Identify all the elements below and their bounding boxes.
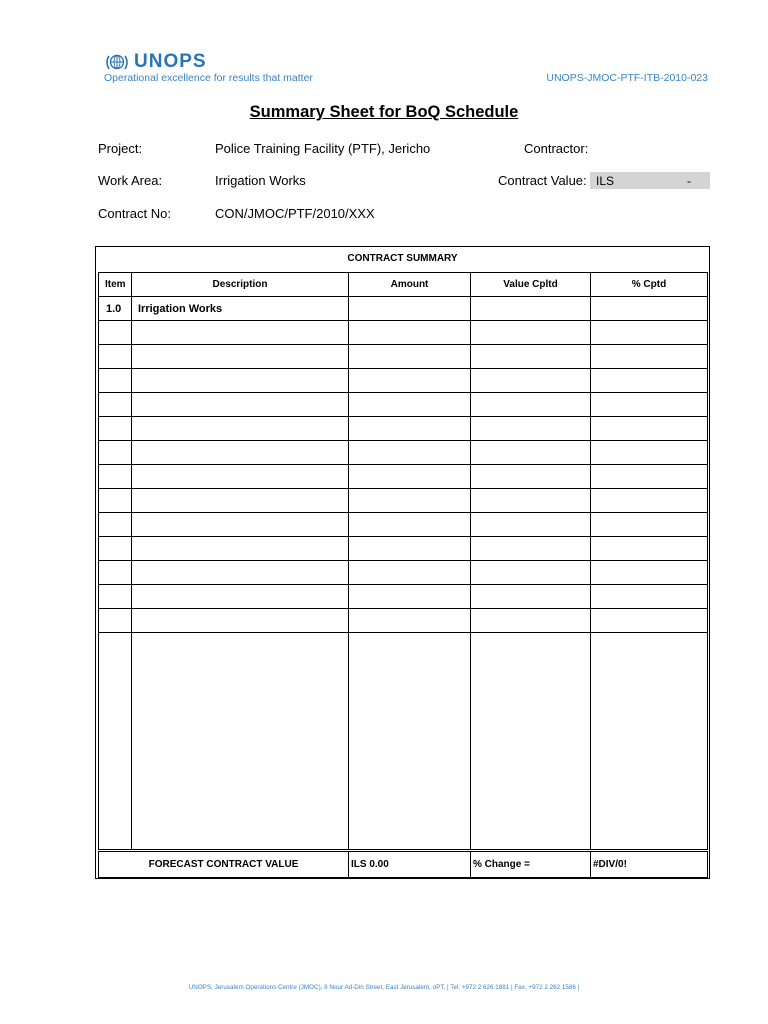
- description-cell: [132, 345, 349, 369]
- filler-cell: [349, 633, 471, 850]
- description-cell: [132, 441, 349, 465]
- table-row: [99, 369, 708, 393]
- item-cell: [99, 537, 132, 561]
- description-cell: [132, 369, 349, 393]
- amount-cell: [349, 585, 471, 609]
- value-cpltd-cell: [471, 513, 591, 537]
- pct-cptd-cell: [591, 321, 708, 345]
- item-cell: 1.0: [99, 297, 132, 321]
- table-row: [99, 609, 708, 633]
- value-cpltd-cell: [471, 441, 591, 465]
- description-cell: [132, 609, 349, 633]
- value-cpltd-cell: [471, 345, 591, 369]
- table-row: [99, 465, 708, 489]
- description-cell: [132, 513, 349, 537]
- forecast-row: [99, 852, 708, 878]
- value-cpltd-cell: [471, 393, 591, 417]
- contract-value-field: [590, 172, 710, 189]
- value-cpltd-cell: [471, 561, 591, 585]
- contract-no-value: CON/JMOC/PTF/2010/XXX: [215, 206, 375, 221]
- project-value: Police Training Facility (PTF), Jericho: [215, 141, 431, 156]
- document-reference: UNOPS-JMOC-PTF-ITB-2010-023: [546, 72, 708, 84]
- contract-value-amount: -: [687, 174, 691, 188]
- filler-cell: [99, 633, 132, 850]
- column-header-value-cpltd: Value Cpltd: [471, 273, 591, 297]
- header-row: [99, 273, 708, 297]
- pct-cptd-cell: [591, 297, 708, 321]
- item-cell: [99, 441, 132, 465]
- item-cell: [99, 417, 132, 441]
- pct-cptd-cell: [591, 489, 708, 513]
- pct-cptd-cell: [591, 537, 708, 561]
- contract-no-label: Contract No:: [98, 206, 171, 221]
- description-cell: Irrigation Works: [132, 297, 349, 321]
- forecast-contract-value-label: FORECAST CONTRACT VALUE: [99, 852, 349, 878]
- pct-cptd-cell: [591, 369, 708, 393]
- amount-cell: [349, 417, 471, 441]
- logo-text: UNOPS: [134, 51, 207, 72]
- unops-logo: [104, 51, 207, 73]
- item-cell: [99, 585, 132, 609]
- pct-cptd-cell: [591, 513, 708, 537]
- amount-cell: [349, 345, 471, 369]
- table-row: [99, 489, 708, 513]
- item-cell: [99, 489, 132, 513]
- page-title: Summary Sheet for BoQ Schedule: [249, 103, 519, 121]
- amount-cell: [349, 297, 471, 321]
- work-area-value: Irrigation Works: [215, 173, 306, 188]
- pct-cptd-cell: [591, 393, 708, 417]
- contract-value-label: Contract Value:: [498, 173, 587, 188]
- column-header-description: Description: [132, 273, 349, 297]
- table-row: [99, 417, 708, 441]
- value-cpltd-cell: [471, 585, 591, 609]
- item-cell: [99, 369, 132, 393]
- value-cpltd-cell: [471, 297, 591, 321]
- table-row: [99, 345, 708, 369]
- work-area-label: Work Area:: [98, 173, 163, 188]
- value-cpltd-cell: [471, 489, 591, 513]
- description-cell: [132, 417, 349, 441]
- table-row: [99, 393, 708, 417]
- amount-cell: [349, 369, 471, 393]
- amount-cell: [349, 513, 471, 537]
- value-cpltd-cell: [471, 369, 591, 393]
- table-row: [99, 321, 708, 345]
- contract-summary-table: [95, 246, 710, 879]
- forecast-contract-value: ILS 0.00: [349, 852, 471, 878]
- description-cell: [132, 465, 349, 489]
- description-cell: [132, 561, 349, 585]
- amount-cell: [349, 441, 471, 465]
- item-cell: [99, 561, 132, 585]
- footer-contact: UNOPS, Jerusalem Operations Centre (JMOC), 8 Nour Ad-Din Street, East Jerusalem, oPT, | Tel: +972 2 626 1881 | Fax: +972 2 262 1586 |: [188, 984, 580, 991]
- column-header-amount: Amount: [349, 273, 471, 297]
- amount-cell: [349, 489, 471, 513]
- table-row: [99, 513, 708, 537]
- project-label: Project:: [98, 141, 143, 156]
- value-cpltd-cell: [471, 465, 591, 489]
- item-cell: [99, 393, 132, 417]
- description-cell: [132, 393, 349, 417]
- tagline: Operational excellence for results that matter: [104, 72, 313, 84]
- pct-cptd-cell: [591, 561, 708, 585]
- description-cell: [132, 537, 349, 561]
- amount-cell: [349, 537, 471, 561]
- table-row: [99, 585, 708, 609]
- table-filler-row: [99, 633, 708, 850]
- contract-value-currency: ILS: [596, 174, 615, 188]
- filler-cell: [132, 633, 349, 850]
- pct-cptd-cell: [591, 417, 708, 441]
- column-header-item: Item: [99, 273, 132, 297]
- percent-change-label: % Change =: [471, 852, 591, 878]
- value-cpltd-cell: [471, 609, 591, 633]
- amount-cell: [349, 321, 471, 345]
- description-cell: [132, 321, 349, 345]
- amount-cell: [349, 393, 471, 417]
- amount-cell: [349, 561, 471, 585]
- amount-cell: [349, 609, 471, 633]
- column-header-pct-cptd: % Cptd: [591, 273, 708, 297]
- item-cell: [99, 609, 132, 633]
- table-row: [99, 561, 708, 585]
- forecast-row-table: [98, 851, 708, 878]
- item-cell: [99, 465, 132, 489]
- item-cell: [99, 513, 132, 537]
- filler-cell: [471, 633, 591, 850]
- contractor-label: Contractor:: [524, 141, 589, 156]
- value-cpltd-cell: [471, 417, 591, 441]
- amount-cell: [349, 465, 471, 489]
- value-cpltd-cell: [471, 321, 591, 345]
- pct-cptd-cell: [591, 465, 708, 489]
- percent-change-value: #DIV/0!: [591, 852, 708, 878]
- pct-cptd-cell: [591, 585, 708, 609]
- un-emblem-icon: [104, 52, 130, 72]
- filler-cell: [591, 633, 708, 850]
- contract-summary-title: CONTRACT SUMMARY: [347, 253, 458, 264]
- item-cell: [99, 345, 132, 369]
- summary-grid: [98, 272, 708, 850]
- description-cell: [132, 585, 349, 609]
- table-row: [99, 297, 708, 321]
- pct-cptd-cell: [591, 345, 708, 369]
- item-cell: [99, 321, 132, 345]
- table-row: [99, 537, 708, 561]
- pct-cptd-cell: [591, 609, 708, 633]
- description-cell: [132, 489, 349, 513]
- pct-cptd-cell: [591, 441, 708, 465]
- table-row: [99, 441, 708, 465]
- value-cpltd-cell: [471, 537, 591, 561]
